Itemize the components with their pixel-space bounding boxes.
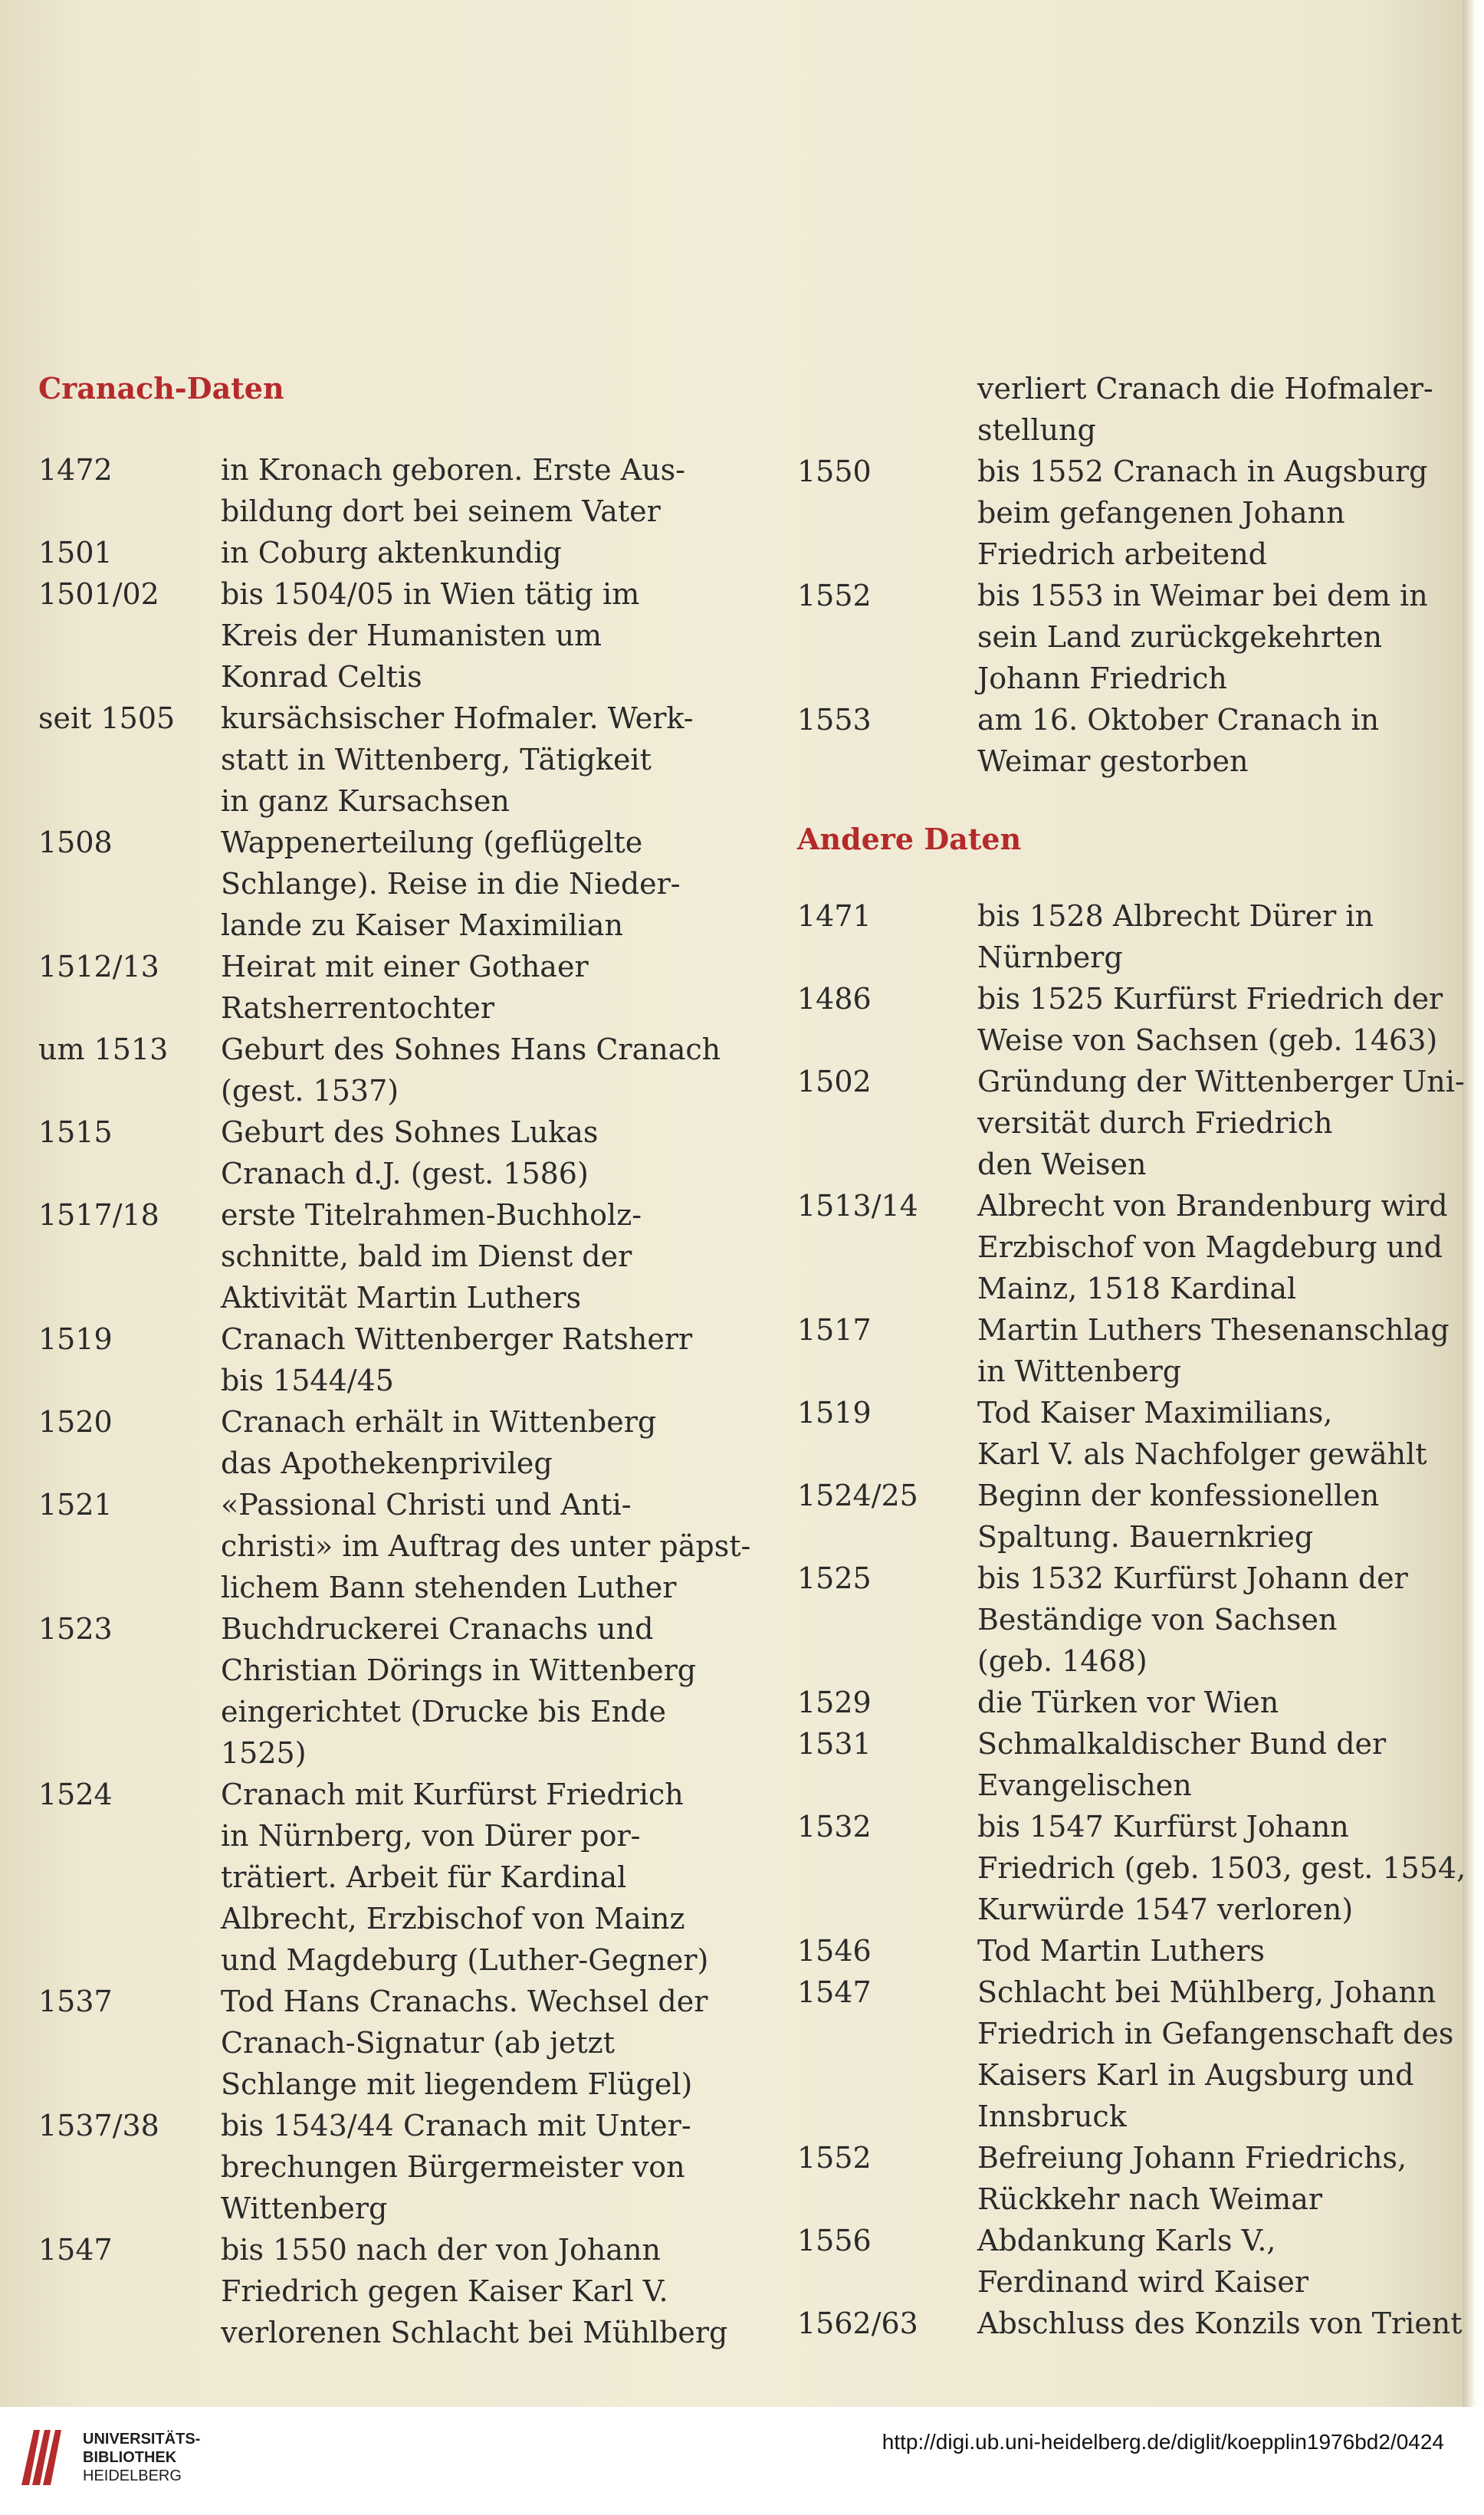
entry-line: Christian Dörings in Wittenberg <box>221 1653 697 1687</box>
entry-line: lichem Bann stehenden Luther <box>221 1571 677 1604</box>
entry-line: Cranach-Signatur (ab jetzt <box>221 2026 615 2060</box>
entry-year: 1471 <box>797 899 872 933</box>
entry-year: 1515 <box>38 1115 113 1149</box>
entry-line: Buchdruckerei Cranachs und <box>221 1612 654 1646</box>
entry-year: 1524 <box>38 1778 113 1811</box>
entry-description <box>977 575 1449 699</box>
date-entry <box>797 1309 1449 1392</box>
continued-line: verliert Cranach die Hofmaler- <box>977 372 1433 405</box>
entry-line: (geb. 1468) <box>977 1644 1147 1678</box>
entry-line: bildung dort bei seinem Vater <box>221 494 661 528</box>
entry-year: 1553 <box>797 703 872 737</box>
footer-bar <box>0 2407 1484 2515</box>
entry-line: Johann Friedrich <box>977 662 1227 695</box>
entry-year: 1552 <box>797 2141 872 2175</box>
entry-description <box>221 1774 744 1981</box>
continued-line: stellung <box>977 413 1096 447</box>
entry-line: eingerichtet (Drucke bis Ende <box>221 1695 667 1729</box>
cranach-dates-list <box>38 449 751 2353</box>
entry-line: Erzbischof von Magdeburg und <box>977 1230 1443 1264</box>
entry-year: 1519 <box>797 1396 872 1430</box>
entry-line: statt in Wittenberg, Tätigkeit <box>221 743 652 776</box>
entry-line: Beginn der konfessionellen <box>977 1479 1380 1512</box>
entry-line: Heirat mit einer Gothaer <box>221 950 589 983</box>
date-entry <box>797 699 1449 782</box>
entry-description <box>977 1723 1449 1806</box>
entry-line: Kreis der Humanisten um <box>221 619 602 652</box>
date-entry <box>797 895 1449 978</box>
entry-line: Friedrich gegen Kaiser Karl V. <box>221 2274 668 2308</box>
entry-description <box>977 1185 1449 1309</box>
date-entry <box>38 1318 744 1401</box>
date-entry <box>38 532 744 573</box>
entry-line: bis 1553 in Weimar bei dem in <box>977 579 1428 612</box>
library-logo-icon <box>17 2424 66 2494</box>
entry-line: Gründung der Wittenberger Uni- <box>977 1065 1465 1098</box>
entry-year: 1520 <box>38 1405 113 1439</box>
entry-line: Karl V. als Nachfolger gewählt <box>977 1437 1427 1471</box>
entry-line: 1525) <box>221 1736 307 1770</box>
entry-year: 1517 <box>797 1313 872 1347</box>
entry-line: lande zu Kaiser Maximilian <box>221 908 623 942</box>
entry-year: 1531 <box>797 1727 872 1761</box>
entry-line: sein Land zurückgekehrten <box>977 620 1383 654</box>
entry-line: Friedrich (geb. 1503, gest. 1554, <box>977 1851 1466 1885</box>
entry-description <box>977 1558 1449 1682</box>
entry-line: beim gefangenen Johann <box>977 496 1345 530</box>
entry-year: 1550 <box>797 455 872 488</box>
entry-line: Kaisers Karl in Augsburg und <box>977 2058 1414 2092</box>
entry-line: Cranach Wittenberger Ratsherr <box>221 1322 693 1356</box>
date-entry <box>797 1061 1465 1185</box>
entry-line: Evangelischen <box>977 1768 1192 1802</box>
entry-line: Martin Luthers Thesenanschlag <box>977 1313 1450 1347</box>
date-entry <box>797 1392 1449 1475</box>
entry-description <box>977 1972 1453 2137</box>
entry-year: 1486 <box>797 982 872 1016</box>
date-entry <box>797 575 1449 699</box>
entry-description <box>977 2220 1449 2303</box>
entry-year: 1532 <box>797 1810 872 1844</box>
entry-line: Cranach mit Kurfürst Friedrich <box>221 1778 684 1811</box>
entry-line: Konrad Celtis <box>221 660 422 694</box>
entry-description <box>977 1309 1450 1392</box>
date-entry <box>797 1475 1449 1558</box>
entry-line: in Nürnberg, von Dürer por- <box>221 1819 641 1853</box>
cranach-dates-list-continued <box>797 451 1449 782</box>
entry-description <box>977 1061 1465 1185</box>
entry-line: bis 1532 Kurfürst Johann der <box>977 1561 1408 1595</box>
entry-description <box>221 822 744 946</box>
other-dates-heading: Andere Daten <box>797 822 1022 856</box>
other-dates-list <box>797 895 1466 2344</box>
date-entry <box>38 449 744 532</box>
entry-year: 1472 <box>38 453 113 487</box>
entry-description <box>977 1475 1449 1558</box>
entry-line: Tod Martin Luthers <box>977 1934 1265 1968</box>
entry-year: 1501/02 <box>38 577 159 611</box>
entry-description <box>221 1981 744 2105</box>
entry-description <box>977 1806 1466 1930</box>
entry-line: bis 1543/44 Cranach mit Unter- <box>221 2109 691 2142</box>
date-entry <box>38 1484 751 1608</box>
continued-entry <box>797 368 1449 451</box>
entry-description <box>221 532 744 573</box>
entry-year: seit 1505 <box>38 701 176 735</box>
entry-line: Aktivität Martin Luthers <box>221 1281 582 1315</box>
logo-line-1: UNIVERSITÄTS- <box>83 2431 201 2448</box>
entry-line: bis 1525 Kurfürst Friedrich der <box>977 982 1443 1016</box>
entry-line: Abdankung Karls V., <box>977 2224 1276 2257</box>
entry-line: Wittenberg <box>221 2192 388 2225</box>
entry-line: Ferdinand wird Kaiser <box>977 2265 1309 2299</box>
entry-year: 1523 <box>38 1612 113 1646</box>
entry-line: und Magdeburg (Luther-Gegner) <box>221 1943 709 1977</box>
entry-year: 1529 <box>797 1686 872 1719</box>
entry-description <box>977 451 1449 575</box>
entry-year: 1524/25 <box>797 1479 918 1512</box>
entry-description <box>221 2229 744 2353</box>
entry-line: Tod Kaiser Maximilians, <box>977 1396 1333 1430</box>
logo-line-2: BIBLIOTHEK <box>83 2449 177 2466</box>
entry-year: 1513/14 <box>797 1189 918 1223</box>
entry-line: das Apothekenprivileg <box>221 1446 553 1480</box>
entry-line: Befreiung Johann Friedrichs, <box>977 2141 1407 2175</box>
entry-line: Schlacht bei Mühlberg, Johann <box>977 1975 1436 2009</box>
other-dates-column <box>797 368 1466 2344</box>
entry-description <box>221 573 744 698</box>
date-entry <box>38 1608 744 1774</box>
entry-line: den Weisen <box>977 1148 1147 1181</box>
entry-year: 1525 <box>797 1561 872 1595</box>
date-entry <box>38 1194 744 1318</box>
date-entry <box>38 1981 744 2105</box>
entry-description <box>977 1682 1449 1723</box>
date-entry <box>38 1029 744 1111</box>
entry-line: am 16. Oktober Cranach in <box>977 703 1380 737</box>
date-entry <box>797 1723 1449 1806</box>
entry-line: Friedrich in Gefangenschaft des <box>977 2017 1454 2050</box>
entry-description <box>221 1401 744 1484</box>
date-entry <box>38 2229 744 2353</box>
entry-line: Weimar gestorben <box>977 744 1249 778</box>
date-entry <box>797 1185 1449 1309</box>
entry-description <box>977 2303 1463 2344</box>
entry-line: «Passional Christi und Anti- <box>221 1488 632 1522</box>
date-entry <box>797 978 1449 1061</box>
entry-line: trätiert. Arbeit für Kardinal <box>221 1860 627 1894</box>
entry-line: bis 1552 Cranach in Augsburg <box>977 455 1428 488</box>
entry-description <box>221 449 744 532</box>
entry-line: in ganz Kursachsen <box>221 784 510 818</box>
entry-description <box>221 946 744 1029</box>
entry-line: Schlange). Reise in die Nieder- <box>221 867 681 901</box>
entry-year: 1547 <box>797 1975 872 2009</box>
entry-line: versität durch Friedrich <box>977 1106 1333 1140</box>
entry-line: Geburt des Sohnes Hans Cranach <box>221 1033 721 1066</box>
entry-line: Schlange mit liegendem Flügel) <box>221 2067 693 2101</box>
entry-line: Geburt des Sohnes Lukas <box>221 1115 599 1149</box>
date-entry <box>797 2303 1463 2344</box>
source-url[interactable]: http://digi.ub.uni-heidelberg.de/diglit/koepplin1976bd2/0424 <box>882 2430 1444 2454</box>
date-entry <box>797 451 1449 575</box>
entry-line: bis 1528 Albrecht Dürer in <box>977 899 1374 933</box>
date-entry <box>797 2137 1449 2220</box>
entry-line: Mainz, 1518 Kardinal <box>977 1272 1297 1305</box>
entry-description <box>977 1392 1449 1475</box>
entry-line: Nürnberg <box>977 941 1123 974</box>
entry-line: Weise von Sachsen (geb. 1463) <box>977 1023 1438 1057</box>
entry-description <box>221 1029 744 1111</box>
entry-year: 1501 <box>38 536 113 570</box>
entry-line: Albrecht von Brandenburg wird <box>977 1189 1448 1223</box>
entry-description <box>221 1318 744 1401</box>
entry-description <box>221 1484 750 1608</box>
entry-line: Rückkehr nach Weimar <box>977 2182 1323 2216</box>
entry-description <box>977 895 1449 978</box>
date-entry <box>38 1111 744 1194</box>
date-entry <box>797 1682 1449 1723</box>
entry-year: 1517/18 <box>38 1198 159 1232</box>
entry-line: die Türken vor Wien <box>977 1686 1279 1719</box>
date-entry <box>797 1930 1449 1972</box>
entry-line: kursächsischer Hofmaler. Werk- <box>221 701 694 735</box>
entry-line: Cranach erhält in Wittenberg <box>221 1405 657 1439</box>
entry-year: 1537 <box>38 1985 113 2018</box>
entry-line: erste Titelrahmen-Buchholz- <box>221 1198 642 1232</box>
entry-line: Ratsherrentochter <box>221 991 494 1025</box>
entry-line: Beständige von Sachsen <box>977 1603 1338 1637</box>
entry-year: um 1513 <box>38 1033 169 1066</box>
cranach-dates-heading: Cranach-Daten <box>38 371 284 405</box>
entry-line: (gest. 1537) <box>221 1074 399 1108</box>
entry-line: Cranach d.J. (gest. 1586) <box>221 1157 589 1190</box>
entry-year: 1537/38 <box>38 2109 159 2142</box>
entry-year: 1556 <box>797 2224 872 2257</box>
page-edge <box>1463 0 1484 2407</box>
date-entry <box>38 946 744 1029</box>
entry-line: brechungen Bürgermeister von <box>221 2150 685 2184</box>
entry-line: Kurwürde 1547 verloren) <box>977 1893 1354 1926</box>
date-entry <box>797 2220 1449 2303</box>
date-entry <box>38 1401 744 1484</box>
entry-year: 1512/13 <box>38 950 159 983</box>
date-entry <box>38 822 744 946</box>
entry-line: bis 1550 nach der von Johann <box>221 2233 661 2267</box>
entry-description <box>221 1608 744 1774</box>
entry-year: 1521 <box>38 1488 113 1522</box>
entry-line: schnitte, bald im Dienst der <box>221 1239 632 1273</box>
entry-year: 1502 <box>797 1065 872 1098</box>
entry-description <box>221 1194 744 1318</box>
entry-line: Innsbruck <box>977 2100 1127 2133</box>
entry-line: Albrecht, Erzbischof von Mainz <box>221 1902 685 1935</box>
entry-line: Tod Hans Cranachs. Wechsel der <box>221 1985 708 2018</box>
entry-description <box>977 978 1449 1061</box>
entry-description <box>977 699 1449 782</box>
entry-line: Schmalkaldischer Bund der <box>977 1727 1387 1761</box>
entry-line: bis 1547 Kurfürst Johann <box>977 1810 1349 1844</box>
entry-year: 1519 <box>38 1322 113 1356</box>
entry-year: 1562/63 <box>797 2307 918 2340</box>
entry-line: verlorenen Schlacht bei Mühlberg <box>221 2316 728 2349</box>
entry-line: in Kronach geboren. Erste Aus- <box>221 453 685 487</box>
entry-line: bis 1544/45 <box>221 1364 394 1397</box>
date-entry <box>797 1558 1449 1682</box>
cranach-dates-column <box>38 368 751 2353</box>
entry-description <box>221 1111 744 1194</box>
date-entry <box>38 698 744 822</box>
entry-year: 1508 <box>38 826 113 859</box>
entry-line: in Coburg aktenkundig <box>221 536 562 570</box>
date-entry <box>38 573 744 698</box>
entry-line: Abschluss des Konzils von Trient <box>977 2307 1463 2340</box>
entry-line: in Wittenberg <box>977 1354 1182 1388</box>
entry-line: Wappenerteilung (geflügelte <box>221 826 643 859</box>
date-entry <box>797 1806 1466 1930</box>
logo-line-3: HEIDELBERG <box>83 2467 182 2484</box>
entry-year: 1546 <box>797 1934 872 1968</box>
library-logo-text <box>83 2430 200 2485</box>
entry-year: 1552 <box>797 579 872 612</box>
entry-description <box>977 1930 1449 1972</box>
entry-line: Spaltung. Bauernkrieg <box>977 1520 1314 1554</box>
date-entry <box>797 1972 1454 2137</box>
entry-description <box>221 2105 744 2229</box>
date-entry <box>38 1774 744 1981</box>
entry-line: bis 1504/05 in Wien tätig im <box>221 577 640 611</box>
entry-line: christi» im Auftrag des unter päpst- <box>221 1529 751 1563</box>
entry-description <box>221 698 744 822</box>
entry-description <box>977 2137 1449 2220</box>
date-entry <box>38 2105 744 2229</box>
entry-year: 1547 <box>38 2233 113 2267</box>
entry-line: Friedrich arbeitend <box>977 537 1267 571</box>
